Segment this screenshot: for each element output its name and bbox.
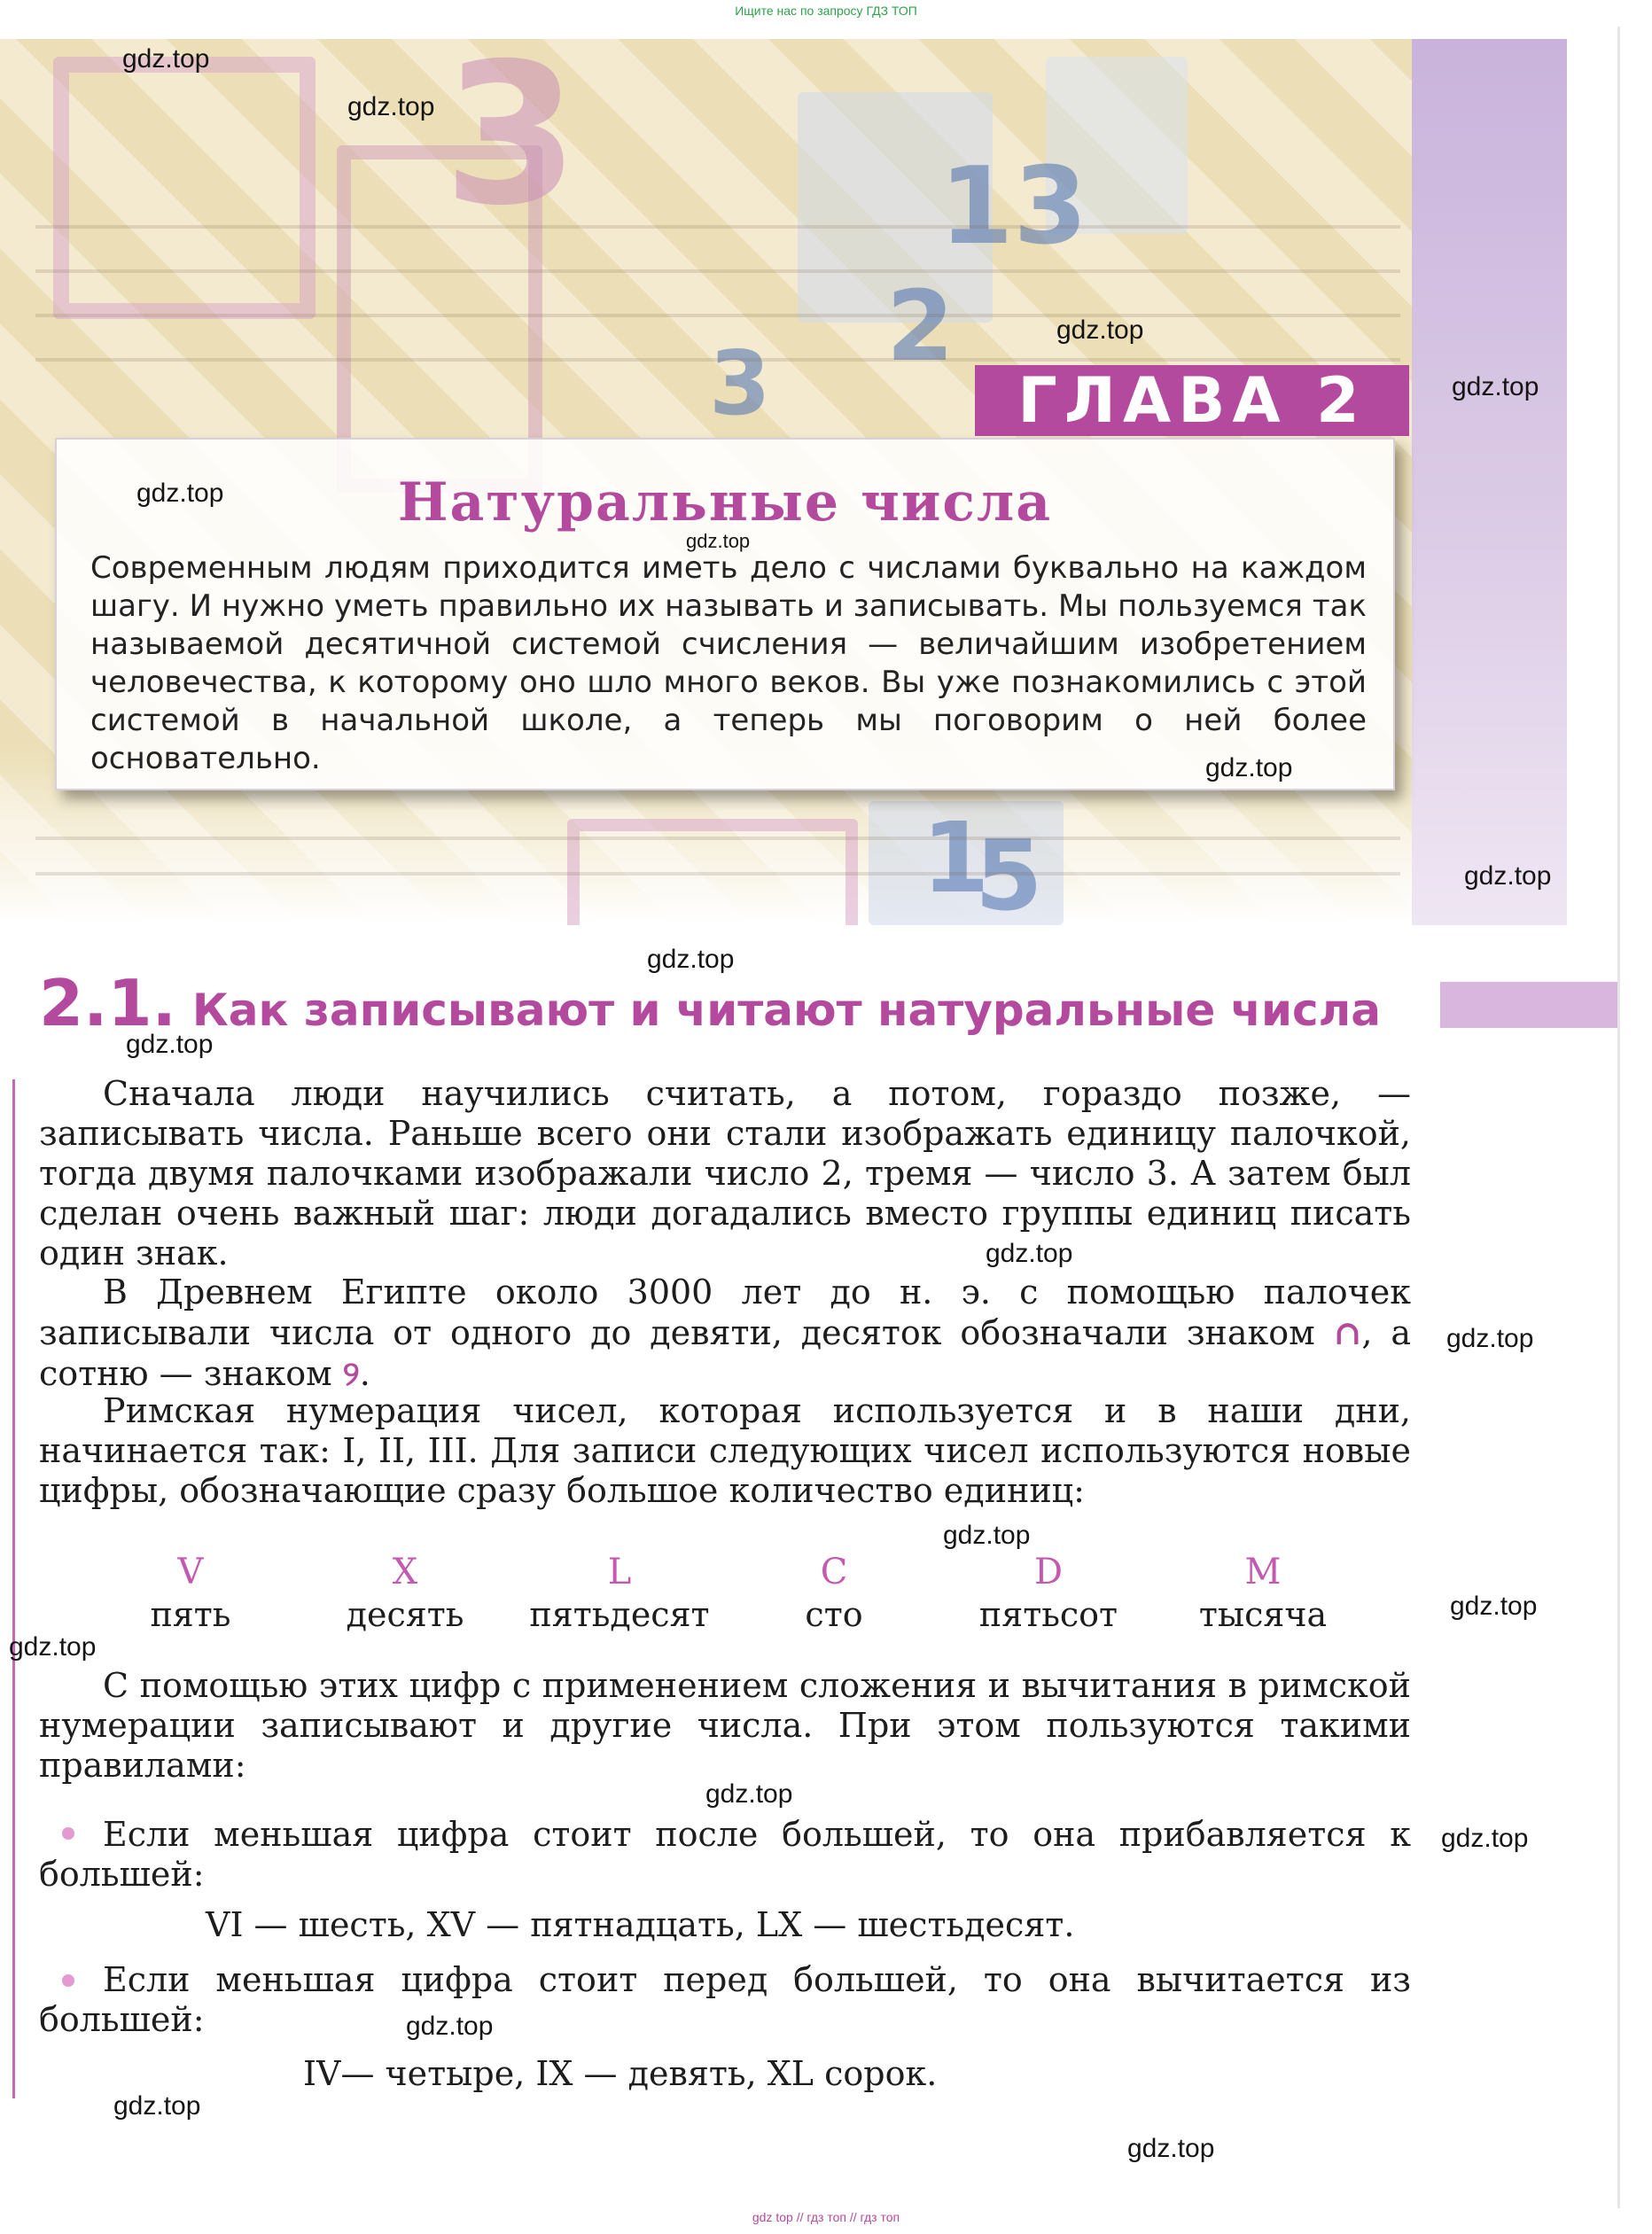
banner-side-stripe xyxy=(1412,39,1567,925)
section-margin-rule xyxy=(12,1079,15,2098)
roman-numerals-table xyxy=(97,1551,1356,1648)
watermark: gdz.top xyxy=(122,44,210,74)
watermark: gdz.top xyxy=(1127,2134,1215,2163)
watermark: gdz.top xyxy=(406,2012,494,2041)
numeral-item xyxy=(741,1551,927,1648)
rule-addition-text: Если меньшая цифра стоит после большей, то она прибавляется к большей: xyxy=(39,1815,1411,1894)
watermark: gdz.top xyxy=(126,1030,214,1059)
watermark: gdz.top xyxy=(347,92,435,121)
paragraph-counting-history: Сначала люди научились считать, а потом, гораздо позже, — записывать числа. Раньше всего они стали изображать единицу палочкой, тогда двумя палочками изображали число 2, тремя — число 3. А затем был сделан очень важный шаг: люди догадались вместо группы единиц писать один знак. xyxy=(39,1074,1411,1273)
decor-digit-3: 3 xyxy=(443,39,580,248)
watermark: gdz.top xyxy=(136,479,224,508)
decor-digit-2: 2 xyxy=(886,269,955,383)
numeral-word: десять xyxy=(346,1595,464,1634)
watermark: gdz.top xyxy=(1205,753,1293,782)
watermark: gdz.top xyxy=(647,945,735,974)
section-heading xyxy=(39,966,1422,1040)
numeral-item xyxy=(1170,1551,1356,1648)
watermark: gdz.top xyxy=(1464,861,1552,891)
numeral-item xyxy=(312,1551,498,1648)
top-search-note: Ищите нас по запросу ГДЗ ТОП xyxy=(735,4,917,18)
numeral-letter: X xyxy=(392,1552,418,1592)
paragraph-egypt xyxy=(39,1273,1411,1394)
watermark: gdz.top xyxy=(1450,1592,1538,1621)
paragraph-egypt-part1: В Древнем Египте около 3000 лет до н. э. с помощью палочек записывали числа от одного до девяти, десяток обозначали знаком xyxy=(39,1273,1411,1352)
chapter-intro-text: Современным людям приходится иметь дело с числами буквально на каждом шагу. И нужно уметь правильно их называть и записывать. Мы пользуемся так называемой десятичной системой счисления — величайшим изобретением человечества, к которому оно шло много веков. Вы уже познакомились с этой системой в начальной школе, а теперь мы поговорим о ней более основательно. xyxy=(90,550,1367,776)
section-title: Как записывают и читают натуральные числа xyxy=(191,985,1382,1036)
numeral-letter: D xyxy=(1033,1552,1064,1592)
watermark: gdz.top xyxy=(1056,315,1144,345)
decor-digit-3b: 3 xyxy=(709,331,771,435)
chapter-badge: ГЛАВА 2 xyxy=(975,365,1409,436)
egyptian-ten-symbol: ∩ xyxy=(1333,1312,1362,1352)
decor-digit-13: 13 xyxy=(939,145,1087,269)
chapter-intro-box xyxy=(55,438,1395,790)
watermark: gdz.top xyxy=(986,1239,1073,1268)
numeral-word: сто xyxy=(805,1595,863,1634)
numeral-word: тысяча xyxy=(1198,1595,1328,1634)
watermark: gdz.top xyxy=(943,1521,1031,1550)
numeral-letter: M xyxy=(1244,1552,1282,1592)
numeral-item xyxy=(955,1551,1142,1648)
numeral-letter: V xyxy=(177,1552,204,1592)
numeral-item xyxy=(526,1551,713,1648)
paragraph-egypt-part3: . xyxy=(359,1354,370,1393)
bottom-note: gdz top // гдз топ // гдз топ xyxy=(752,2210,900,2224)
rule-subtraction-example: IV— четыре, IX — девять, XL сорок. xyxy=(303,2054,938,2093)
decor-digit-5: 5 xyxy=(975,819,1043,925)
watermark: gdz.top xyxy=(1446,1324,1534,1353)
watermark: gdz.top xyxy=(1452,372,1539,401)
watermark: gdz.top xyxy=(686,530,751,552)
decor-digit-1: 1 xyxy=(922,801,990,915)
chapter-title: Натуральные числа xyxy=(397,471,1053,533)
numeral-word: пятьдесят xyxy=(529,1595,710,1634)
section-heading-bar xyxy=(1440,982,1617,1028)
paragraph-roman-intro: Римская нумерация чисел, которая используется и в наши дни, начинается так: I, II, III. Для записи следующих чисел используются новые цифры, обозначающие сразу большое количество единиц: xyxy=(39,1391,1411,1510)
egyptian-hundred-symbol: ୨ xyxy=(342,1353,360,1393)
rule-addition-example: VI — шесть, XV — пятнадцать, LX — шестьдесят. xyxy=(206,1905,1075,1944)
watermark: gdz.top xyxy=(705,1779,793,1809)
paragraph-egypt-part2: , а сотню — знаком xyxy=(39,1313,1411,1393)
rule-subtraction-text: Если меньшая цифра стоит перед большей, то она вычитается из большей: xyxy=(39,1960,1411,2039)
paragraph-roman-rules-intro: С помощью этих цифр с применением сложения и вычитания в римской нумерации записывают и другие числа. При этом пользуются такими правилами: xyxy=(39,1666,1411,1785)
numeral-word: пятьсот xyxy=(978,1595,1118,1634)
watermark: gdz.top xyxy=(113,2091,201,2121)
watermark: gdz.top xyxy=(1441,1824,1529,1853)
numeral-letter: C xyxy=(820,1552,848,1592)
numeral-letter: L xyxy=(607,1552,632,1592)
numeral-word: пять xyxy=(150,1595,231,1634)
section-number: 2.1. xyxy=(39,966,176,1040)
watermark: gdz.top xyxy=(9,1632,97,1662)
numeral-item xyxy=(97,1551,284,1648)
